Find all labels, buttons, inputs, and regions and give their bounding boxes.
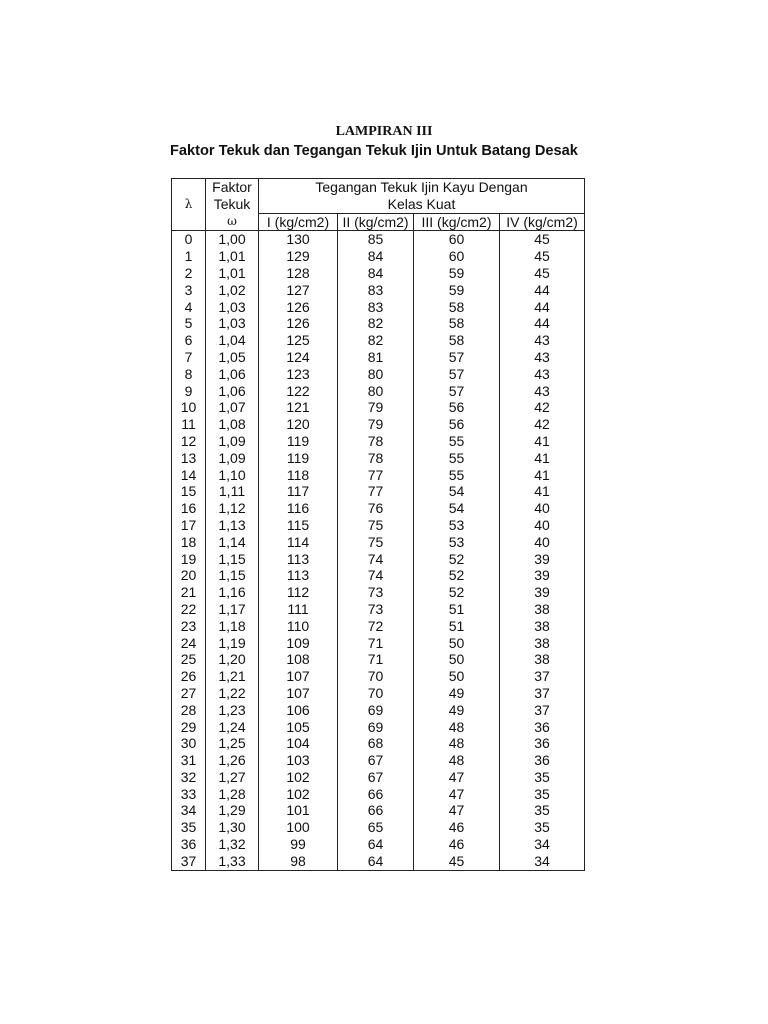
class-iii-cell: 52 bbox=[414, 567, 500, 584]
table-row bbox=[172, 752, 585, 769]
omega-cell: 1,20 bbox=[206, 651, 259, 668]
lambda-cell: 8 bbox=[172, 366, 206, 383]
class-ii-cell: 84 bbox=[338, 248, 414, 265]
class-i-cell: 120 bbox=[259, 416, 338, 433]
class-iv-cell: 39 bbox=[500, 584, 585, 601]
omega-cell: 1,30 bbox=[206, 819, 259, 836]
class-iii-cell: 46 bbox=[414, 819, 500, 836]
faktor-header-line2: Tekuk bbox=[206, 196, 259, 213]
omega-cell: 1,14 bbox=[206, 534, 259, 551]
lambda-cell: 17 bbox=[172, 517, 206, 534]
omega-cell: 1,04 bbox=[206, 332, 259, 349]
table-row bbox=[172, 836, 585, 853]
table-row bbox=[172, 517, 585, 534]
table-row bbox=[172, 332, 585, 349]
table-row bbox=[172, 685, 585, 702]
lambda-cell: 32 bbox=[172, 769, 206, 786]
class-iii-cell: 47 bbox=[414, 802, 500, 819]
class-iv-cell: 43 bbox=[500, 349, 585, 366]
class-iii-cell: 55 bbox=[414, 433, 500, 450]
class-i-cell: 113 bbox=[259, 551, 338, 568]
class-i-cell: 119 bbox=[259, 433, 338, 450]
lambda-cell: 26 bbox=[172, 668, 206, 685]
table-row bbox=[172, 853, 585, 870]
class-iii-cell: 49 bbox=[414, 685, 500, 702]
class-iv-cell: 44 bbox=[500, 282, 585, 299]
class-ii-cell: 75 bbox=[338, 517, 414, 534]
class-ii-cell: 66 bbox=[338, 786, 414, 803]
class-ii-cell: 79 bbox=[338, 399, 414, 416]
lambda-cell: 1 bbox=[172, 248, 206, 265]
class-ii-cell: 69 bbox=[338, 702, 414, 719]
class-i-header: I (kg/cm2) bbox=[259, 213, 338, 231]
class-iv-cell: 40 bbox=[500, 500, 585, 517]
class-i-cell: 108 bbox=[259, 651, 338, 668]
lambda-cell: 14 bbox=[172, 467, 206, 484]
class-iv-cell: 40 bbox=[500, 534, 585, 551]
class-iii-cell: 50 bbox=[414, 635, 500, 652]
omega-cell: 1,21 bbox=[206, 668, 259, 685]
lambda-cell: 0 bbox=[172, 231, 206, 248]
table-row bbox=[172, 819, 585, 836]
omega-cell: 1,29 bbox=[206, 802, 259, 819]
class-ii-cell: 77 bbox=[338, 483, 414, 500]
lambda-cell: 11 bbox=[172, 416, 206, 433]
class-iii-cell: 51 bbox=[414, 618, 500, 635]
class-iv-cell: 42 bbox=[500, 416, 585, 433]
class-iii-cell: 56 bbox=[414, 399, 500, 416]
lambda-cell: 20 bbox=[172, 567, 206, 584]
class-ii-cell: 84 bbox=[338, 265, 414, 282]
omega-cell: 1,22 bbox=[206, 685, 259, 702]
class-ii-cell: 67 bbox=[338, 769, 414, 786]
class-iii-cell: 52 bbox=[414, 584, 500, 601]
class-iv-cell: 35 bbox=[500, 786, 585, 803]
class-i-cell: 107 bbox=[259, 668, 338, 685]
table-row bbox=[172, 702, 585, 719]
class-i-cell: 121 bbox=[259, 399, 338, 416]
omega-cell: 1,33 bbox=[206, 853, 259, 870]
table-row bbox=[172, 651, 585, 668]
class-iii-cell: 58 bbox=[414, 315, 500, 332]
class-i-cell: 123 bbox=[259, 366, 338, 383]
table-row bbox=[172, 802, 585, 819]
class-ii-cell: 73 bbox=[338, 584, 414, 601]
class-ii-cell: 77 bbox=[338, 467, 414, 484]
table-row bbox=[172, 769, 585, 786]
class-ii-header: II (kg/cm2) bbox=[338, 213, 414, 231]
omega-cell: 1,15 bbox=[206, 551, 259, 568]
class-i-cell: 112 bbox=[259, 584, 338, 601]
class-iii-cell: 59 bbox=[414, 265, 500, 282]
omega-cell: 1,03 bbox=[206, 315, 259, 332]
class-ii-cell: 71 bbox=[338, 635, 414, 652]
class-iv-cell: 41 bbox=[500, 450, 585, 467]
omega-cell: 1,28 bbox=[206, 786, 259, 803]
class-ii-cell: 80 bbox=[338, 383, 414, 400]
class-iv-cell: 43 bbox=[500, 332, 585, 349]
lambda-cell: 31 bbox=[172, 752, 206, 769]
class-i-cell: 110 bbox=[259, 618, 338, 635]
class-iv-cell: 44 bbox=[500, 299, 585, 316]
omega-cell: 1,26 bbox=[206, 752, 259, 769]
omega-cell: 1,07 bbox=[206, 399, 259, 416]
class-iii-cell: 53 bbox=[414, 534, 500, 551]
class-iv-cell: 45 bbox=[500, 248, 585, 265]
class-ii-cell: 78 bbox=[338, 433, 414, 450]
class-ii-cell: 64 bbox=[338, 836, 414, 853]
lambda-cell: 16 bbox=[172, 500, 206, 517]
table-row bbox=[172, 231, 585, 248]
table-row bbox=[172, 635, 585, 652]
table-row bbox=[172, 735, 585, 752]
omega-cell: 1,11 bbox=[206, 483, 259, 500]
omega-cell: 1,06 bbox=[206, 383, 259, 400]
table-row bbox=[172, 349, 585, 366]
class-iii-cell: 54 bbox=[414, 500, 500, 517]
class-iv-cell: 37 bbox=[500, 702, 585, 719]
class-iv-cell: 44 bbox=[500, 315, 585, 332]
class-iii-cell: 53 bbox=[414, 517, 500, 534]
class-i-cell: 124 bbox=[259, 349, 338, 366]
class-ii-cell: 85 bbox=[338, 231, 414, 248]
class-iv-cell: 34 bbox=[500, 853, 585, 870]
class-iv-cell: 40 bbox=[500, 517, 585, 534]
class-iv-header: IV (kg/cm2) bbox=[500, 213, 585, 231]
class-iii-cell: 60 bbox=[414, 231, 500, 248]
lambda-cell: 34 bbox=[172, 802, 206, 819]
lambda-cell: 18 bbox=[172, 534, 206, 551]
class-iv-cell: 41 bbox=[500, 467, 585, 484]
omega-cell: 1,02 bbox=[206, 282, 259, 299]
lambda-cell: 10 bbox=[172, 399, 206, 416]
class-iii-cell: 58 bbox=[414, 299, 500, 316]
class-iii-cell: 57 bbox=[414, 366, 500, 383]
class-ii-cell: 76 bbox=[338, 500, 414, 517]
class-iii-header: III (kg/cm2) bbox=[414, 213, 500, 231]
lambda-cell: 30 bbox=[172, 735, 206, 752]
class-ii-cell: 81 bbox=[338, 349, 414, 366]
lambda-cell: 33 bbox=[172, 786, 206, 803]
lambda-cell: 27 bbox=[172, 685, 206, 702]
class-iv-cell: 41 bbox=[500, 483, 585, 500]
omega-cell: 1,15 bbox=[206, 567, 259, 584]
table-row bbox=[172, 551, 585, 568]
class-ii-cell: 67 bbox=[338, 752, 414, 769]
omega-cell: 1,18 bbox=[206, 618, 259, 635]
omega-cell: 1,10 bbox=[206, 467, 259, 484]
table-row bbox=[172, 366, 585, 383]
table-row bbox=[172, 248, 585, 265]
table-row bbox=[172, 433, 585, 450]
lambda-cell: 28 bbox=[172, 702, 206, 719]
omega-cell: 1,23 bbox=[206, 702, 259, 719]
class-ii-cell: 82 bbox=[338, 332, 414, 349]
faktor-header-line1: Faktor bbox=[206, 179, 259, 196]
class-iv-cell: 38 bbox=[500, 618, 585, 635]
class-ii-cell: 66 bbox=[338, 802, 414, 819]
lambda-cell: 35 bbox=[172, 819, 206, 836]
class-iv-cell: 39 bbox=[500, 567, 585, 584]
class-iii-cell: 46 bbox=[414, 836, 500, 853]
class-i-cell: 126 bbox=[259, 315, 338, 332]
class-ii-cell: 71 bbox=[338, 651, 414, 668]
lambda-cell: 22 bbox=[172, 601, 206, 618]
omega-cell: 1,27 bbox=[206, 769, 259, 786]
class-ii-cell: 73 bbox=[338, 601, 414, 618]
table-row bbox=[172, 601, 585, 618]
lambda-cell: 21 bbox=[172, 584, 206, 601]
class-i-cell: 105 bbox=[259, 719, 338, 736]
class-iii-cell: 51 bbox=[414, 601, 500, 618]
lambda-cell: 25 bbox=[172, 651, 206, 668]
omega-cell: 1,19 bbox=[206, 635, 259, 652]
class-ii-cell: 74 bbox=[338, 567, 414, 584]
class-iii-cell: 54 bbox=[414, 483, 500, 500]
table-row bbox=[172, 265, 585, 282]
class-iv-cell: 38 bbox=[500, 651, 585, 668]
class-iv-cell: 35 bbox=[500, 769, 585, 786]
class-ii-cell: 80 bbox=[338, 366, 414, 383]
class-ii-cell: 79 bbox=[338, 416, 414, 433]
omega-cell: 1,12 bbox=[206, 500, 259, 517]
omega-cell: 1,06 bbox=[206, 366, 259, 383]
class-i-cell: 116 bbox=[259, 500, 338, 517]
omega-cell: 1,03 bbox=[206, 299, 259, 316]
class-ii-cell: 70 bbox=[338, 668, 414, 685]
class-i-cell: 130 bbox=[259, 231, 338, 248]
lambda-cell: 12 bbox=[172, 433, 206, 450]
lambda-cell: 13 bbox=[172, 450, 206, 467]
omega-cell: 1,00 bbox=[206, 231, 259, 248]
lambda-cell: 2 bbox=[172, 265, 206, 282]
class-ii-cell: 70 bbox=[338, 685, 414, 702]
class-iv-cell: 35 bbox=[500, 802, 585, 819]
omega-cell: 1,01 bbox=[206, 248, 259, 265]
lambda-cell: 29 bbox=[172, 719, 206, 736]
table-row bbox=[172, 584, 585, 601]
class-i-cell: 115 bbox=[259, 517, 338, 534]
class-iv-cell: 41 bbox=[500, 433, 585, 450]
table-row bbox=[172, 786, 585, 803]
class-ii-cell: 83 bbox=[338, 299, 414, 316]
class-iii-cell: 48 bbox=[414, 752, 500, 769]
lambda-header-top bbox=[172, 179, 206, 196]
class-i-cell: 106 bbox=[259, 702, 338, 719]
table-row bbox=[172, 315, 585, 332]
class-iv-cell: 38 bbox=[500, 635, 585, 652]
table-row bbox=[172, 399, 585, 416]
class-ii-cell: 68 bbox=[338, 735, 414, 752]
class-iii-cell: 56 bbox=[414, 416, 500, 433]
lambda-cell: 7 bbox=[172, 349, 206, 366]
table-row bbox=[172, 282, 585, 299]
class-ii-cell: 65 bbox=[338, 819, 414, 836]
class-i-cell: 101 bbox=[259, 802, 338, 819]
class-iii-cell: 48 bbox=[414, 719, 500, 736]
lambda-header-bottom bbox=[172, 213, 206, 231]
omega-cell: 1,32 bbox=[206, 836, 259, 853]
class-ii-cell: 78 bbox=[338, 450, 414, 467]
class-i-cell: 118 bbox=[259, 467, 338, 484]
lambda-cell: 4 bbox=[172, 299, 206, 316]
lambda-cell: 5 bbox=[172, 315, 206, 332]
lambda-cell: 24 bbox=[172, 635, 206, 652]
table-row bbox=[172, 483, 585, 500]
class-iv-cell: 42 bbox=[500, 399, 585, 416]
lambda-cell: 6 bbox=[172, 332, 206, 349]
class-iii-cell: 57 bbox=[414, 349, 500, 366]
class-iii-cell: 60 bbox=[414, 248, 500, 265]
class-iii-cell: 45 bbox=[414, 853, 500, 870]
class-iv-cell: 37 bbox=[500, 685, 585, 702]
class-i-cell: 128 bbox=[259, 265, 338, 282]
lambda-cell: 37 bbox=[172, 853, 206, 870]
table-row bbox=[172, 450, 585, 467]
header-row-1 bbox=[172, 179, 585, 196]
document-subtitle: Faktor Tekuk dan Tegangan Tekuk Ijin Untuk Batang Desak bbox=[170, 143, 578, 159]
table-row bbox=[172, 299, 585, 316]
table-row bbox=[172, 467, 585, 484]
lambda-cell: 3 bbox=[172, 282, 206, 299]
lambda-cell: 15 bbox=[172, 483, 206, 500]
class-iv-cell: 39 bbox=[500, 551, 585, 568]
omega-cell: 1,13 bbox=[206, 517, 259, 534]
omega-cell: 1,17 bbox=[206, 601, 259, 618]
class-i-cell: 113 bbox=[259, 567, 338, 584]
omega-cell: 1,08 bbox=[206, 416, 259, 433]
omega-cell: 1,09 bbox=[206, 450, 259, 467]
class-iii-cell: 55 bbox=[414, 467, 500, 484]
lambda-cell: 23 bbox=[172, 618, 206, 635]
class-iv-cell: 34 bbox=[500, 836, 585, 853]
tegangan-header-line2: Kelas Kuat bbox=[259, 196, 585, 213]
class-iii-cell: 48 bbox=[414, 735, 500, 752]
class-iii-cell: 58 bbox=[414, 332, 500, 349]
class-i-cell: 126 bbox=[259, 299, 338, 316]
class-i-cell: 127 bbox=[259, 282, 338, 299]
header-row-3 bbox=[172, 213, 585, 231]
class-iv-cell: 36 bbox=[500, 752, 585, 769]
header-row-2 bbox=[172, 196, 585, 213]
omega-cell: 1,24 bbox=[206, 719, 259, 736]
class-i-cell: 107 bbox=[259, 685, 338, 702]
class-ii-cell: 83 bbox=[338, 282, 414, 299]
omega-cell: 1,09 bbox=[206, 433, 259, 450]
class-i-cell: 111 bbox=[259, 601, 338, 618]
class-i-cell: 98 bbox=[259, 853, 338, 870]
class-iii-cell: 47 bbox=[414, 769, 500, 786]
class-i-cell: 122 bbox=[259, 383, 338, 400]
table-row bbox=[172, 416, 585, 433]
lambda-cell: 19 bbox=[172, 551, 206, 568]
class-i-cell: 103 bbox=[259, 752, 338, 769]
class-iv-cell: 36 bbox=[500, 735, 585, 752]
class-ii-cell: 72 bbox=[338, 618, 414, 635]
class-i-cell: 129 bbox=[259, 248, 338, 265]
document-title: LAMPIRAN III bbox=[335, 124, 433, 139]
class-iii-cell: 55 bbox=[414, 450, 500, 467]
table-row bbox=[172, 719, 585, 736]
omega-cell: 1,16 bbox=[206, 584, 259, 601]
class-iv-cell: 38 bbox=[500, 601, 585, 618]
class-iii-cell: 50 bbox=[414, 668, 500, 685]
class-iii-cell: 52 bbox=[414, 551, 500, 568]
class-i-cell: 114 bbox=[259, 534, 338, 551]
class-iv-cell: 45 bbox=[500, 231, 585, 248]
class-ii-cell: 64 bbox=[338, 853, 414, 870]
class-iv-cell: 37 bbox=[500, 668, 585, 685]
omega-symbol: ω bbox=[206, 213, 259, 231]
class-iv-cell: 35 bbox=[500, 819, 585, 836]
class-i-cell: 102 bbox=[259, 769, 338, 786]
class-i-cell: 117 bbox=[259, 483, 338, 500]
class-iii-cell: 59 bbox=[414, 282, 500, 299]
omega-cell: 1,05 bbox=[206, 349, 259, 366]
class-ii-cell: 82 bbox=[338, 315, 414, 332]
class-iii-cell: 57 bbox=[414, 383, 500, 400]
class-ii-cell: 69 bbox=[338, 719, 414, 736]
lambda-cell: 36 bbox=[172, 836, 206, 853]
class-i-cell: 104 bbox=[259, 735, 338, 752]
class-i-cell: 102 bbox=[259, 786, 338, 803]
class-iv-cell: 45 bbox=[500, 265, 585, 282]
table-row bbox=[172, 618, 585, 635]
lambda-symbol: λ bbox=[172, 196, 206, 213]
omega-cell: 1,25 bbox=[206, 735, 259, 752]
class-i-cell: 109 bbox=[259, 635, 338, 652]
buckling-factor-table bbox=[171, 178, 585, 871]
class-ii-cell: 75 bbox=[338, 534, 414, 551]
class-iv-cell: 36 bbox=[500, 719, 585, 736]
lambda-cell: 9 bbox=[172, 383, 206, 400]
class-ii-cell: 74 bbox=[338, 551, 414, 568]
omega-cell: 1,01 bbox=[206, 265, 259, 282]
table-row bbox=[172, 567, 585, 584]
table-row bbox=[172, 383, 585, 400]
class-iii-cell: 47 bbox=[414, 786, 500, 803]
table-row bbox=[172, 668, 585, 685]
class-i-cell: 100 bbox=[259, 819, 338, 836]
class-iii-cell: 50 bbox=[414, 651, 500, 668]
class-iv-cell: 43 bbox=[500, 383, 585, 400]
table-row bbox=[172, 500, 585, 517]
class-i-cell: 119 bbox=[259, 450, 338, 467]
tegangan-header-line1: Tegangan Tekuk Ijin Kayu Dengan bbox=[259, 179, 585, 196]
class-iv-cell: 43 bbox=[500, 366, 585, 383]
class-i-cell: 99 bbox=[259, 836, 338, 853]
class-i-cell: 125 bbox=[259, 332, 338, 349]
table-row bbox=[172, 534, 585, 551]
class-iii-cell: 49 bbox=[414, 702, 500, 719]
